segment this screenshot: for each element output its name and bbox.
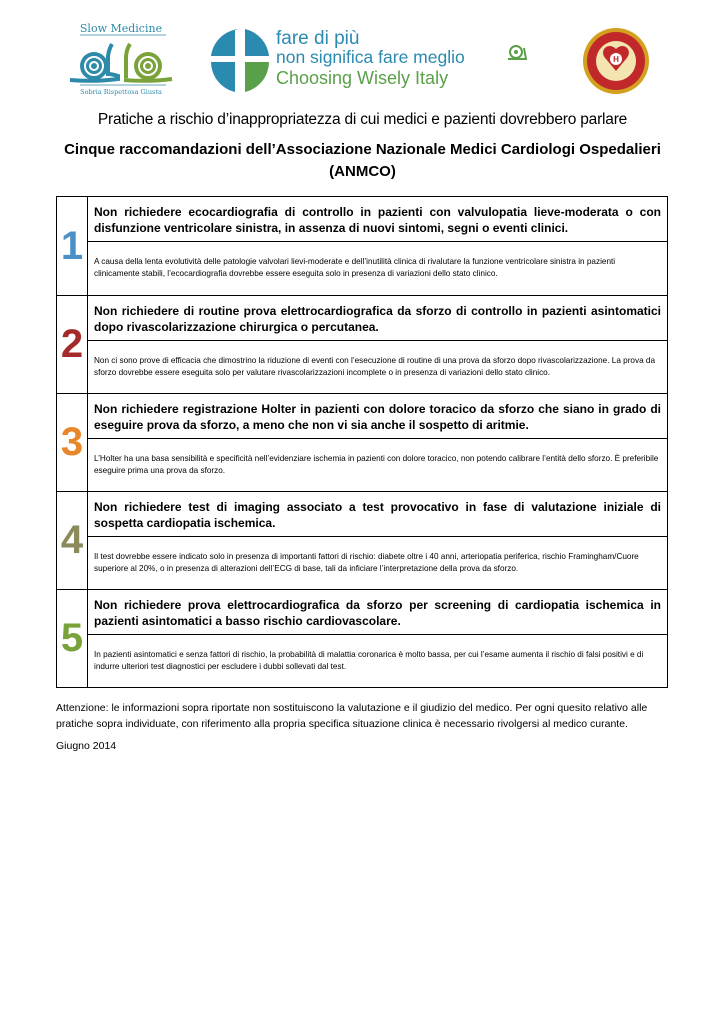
recommendation-text: Non ci sono prove di efficacia che dimostrino la riduzione di eventi con l’esecuzione di routine di una prova da sforzo dopo rivascolarizzazione. La prova da sforzo dovrebbe essere eseguita solo per valutare rivascolarizzazioni incomplete o in presenza di variazioni dello stato clinico. (94, 356, 656, 377)
recommendation-number: 1 (57, 197, 88, 295)
recommendation-row (57, 393, 667, 491)
recommendation-heading: Non richiedere ecocardiografia di controllo in pazienti con valvulopatia lieve-moderata o con disfunzione ventricolare sinistra, in assenza di nuovi sintomi, segni o eventi clinici. (88, 197, 667, 242)
recommendation-heading: Non richiedere test di imaging associato a test provocativo in fase di valutazione iniziale di sospetta cardiopatia ischemica. (88, 492, 667, 537)
recommendation-row (57, 589, 667, 687)
recommendation-text: L’Holter ha una basa sensibilità e specificità nell’evidenziare ischemia in pazienti con dolore toracico, non potendo calibrare l’entità dello sforzo. È preferibile eseguire prima una prova da sforzo. (94, 454, 659, 475)
choosing-wisely-line1: fare di più (276, 28, 360, 49)
recommendations-table (56, 196, 668, 688)
cross-circle-icon (208, 26, 272, 96)
recommendation-number: 3 (57, 394, 88, 491)
recommendation-heading: Non richiedere prova elettrocardiografica da sforzo per screening di cardiopatia ischemica in pazienti asintomatici a basso rischio cardiovascolare. (88, 590, 667, 635)
recommendation-text: A causa della lenta evolutività delle patologie valvolari lievi-moderate e dell’inutilità clinica di rivalutare la funzione ventricolare sinistra in pazienti clinicamente stabili, l’ecocardiografia dovrebbe essere eseguita solo in presenza di variazioni dello stato clinico. (94, 257, 616, 278)
slow-medicine-name: Slow Medicine (79, 22, 163, 35)
slow-medicine-tagline: Sobria Rispettosa Giusta (80, 88, 162, 96)
recommendation-row (57, 295, 667, 393)
disclaimer-note: Attenzione: le informazioni sopra riportate non sostituiscono la valutazione e il giudizio del medico. Per ogni quesito relativo alle pratiche sopra individuate, con riferimento alla propria specifica situazione clinica è necessario rivolgersi al medico curante. (56, 702, 648, 730)
recommendation-number: 5 (57, 590, 88, 687)
svg-text:H: H (613, 55, 619, 64)
anmco-logo (582, 27, 650, 95)
choosing-wisely-logo (208, 26, 528, 96)
recommendation-heading: Non richiedere di routine prova elettrocardiografica da sforzo di controllo in pazienti asintomatici dopo rivascolarizzazione chirurgica o percutanea. (88, 296, 667, 341)
choosing-wisely-line2: non significa fare meglio (276, 47, 465, 67)
recommendation-row (57, 197, 667, 295)
page-subtitle: Pratiche a rischio d’inappropriatezza di cui medici e pazienti dovrebbero parlare (97, 111, 628, 128)
publication-date: Giugno 2014 (56, 740, 117, 752)
recommendation-heading: Non richiedere registrazione Holter in pazienti con dolore toracico da sforzo che siano in grado di eseguire prova da sforzo, a meno che non vi sia anche il sospetto di aritmie. (88, 394, 667, 439)
snail-pair-icon (60, 22, 182, 88)
small-snail-icon (506, 42, 528, 62)
recommendation-row (57, 491, 667, 589)
page-title: Cinque raccomandazioni dell’Associazione Nazionale Medici Cardiologi Ospedalieri (ANMCO) (64, 141, 661, 180)
recommendation-text: In pazienti asintomatici e senza fattori di rischio, la probabilità di malattia coronarica è molto bassa, per cui l’esame aumenta il rischio di falsi positivi e di indurre ulteriori test diagnostici per escludere i dubbi sollevati dal test. (94, 650, 644, 671)
recommendation-text: Il test dovrebbe essere indicato solo in presenza di importanti fattori di rischio: diabete oltre i 40 anni, arteriopatia periferica, rischio Framingham/Cuore superiore al 20%, o in presenza di alterazioni dell’ECG di base, tali da inficiare l’interpretazione della prova da sforzo. (94, 552, 639, 573)
recommendation-number: 2 (57, 296, 88, 393)
recommendation-number: 4 (57, 492, 88, 589)
anmco-seal-icon (582, 27, 650, 95)
slow-medicine-logo (60, 22, 182, 100)
choosing-wisely-line3: Choosing Wisely Italy (276, 68, 449, 88)
